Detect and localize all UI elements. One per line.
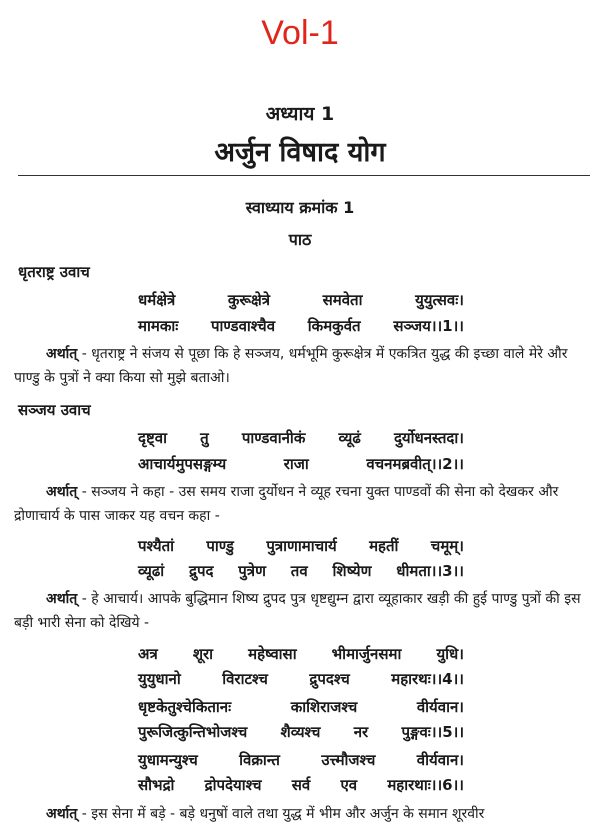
verse-word: पाण्डु <box>206 537 234 555</box>
verse-word: पुत्रेण <box>238 562 266 580</box>
verse-word: वचनमब्रवीत्।।2।। <box>366 455 464 473</box>
verse-word: नर <box>353 723 369 741</box>
verse-word: किमकुर्वत <box>307 317 361 335</box>
verse-word: काशिराजश्च <box>290 698 358 716</box>
verse-word: विक्रान्त <box>239 751 280 769</box>
chapter-title: अर्जुन विषाद योग <box>214 137 386 168</box>
verse-word: द्रुपद <box>189 562 214 580</box>
verse-line <box>138 316 464 336</box>
verse-word: सञ्जय।।1।। <box>393 317 464 335</box>
speaker-dhritarashtra: धृतराष्ट्र उवाच <box>18 263 90 281</box>
verse-word: युयुधानो <box>138 670 181 688</box>
meaning-paragraph <box>14 342 586 390</box>
verse-word: दृष्ट्वा <box>138 429 167 447</box>
verse-word: महारथाः।।6।। <box>387 776 464 794</box>
meaning-label: अर्थात् <box>46 346 78 362</box>
verse-word: द्रोपदेयाश्च <box>204 776 262 794</box>
verse-line <box>138 669 464 689</box>
chapter-number: अध्याय 1 <box>265 103 335 125</box>
verse-word: वीर्यवान। <box>416 698 464 716</box>
meaning-label: अर्थात् <box>46 484 78 500</box>
verse-word: युधामन्युश्च <box>138 751 198 769</box>
verse-word: शिष्येण <box>332 562 372 580</box>
verse-word: महारथः।।4।। <box>391 670 464 688</box>
verse-word: आचार्यमुपसङ्गम्य <box>138 455 227 473</box>
verse-line <box>138 290 464 310</box>
meaning-label: अर्थात् <box>46 591 78 607</box>
verse-word: पुङ्गवः।।5।। <box>401 723 464 741</box>
meaning-text: - हे आचार्य। आपके बुद्धिमान शिष्य द्रुपद पुत्र धृष्टद्युम्न द्वारा व्यूहाकार खड़ी की हुई पाण्डु पुत्रों की इस बड़ी भारी सेना को देखिये - <box>14 591 581 631</box>
verse-word: एव <box>340 776 358 794</box>
verse-line <box>138 454 464 474</box>
verse-word: महेष्वासा <box>248 645 297 663</box>
verse-word: समवेता <box>322 291 363 309</box>
verse-line <box>138 536 464 556</box>
verse-word: पुरूजित्कुन्तिभोजश्च <box>138 723 248 741</box>
verse-line <box>138 722 464 742</box>
volume-label: Vol-1 <box>261 14 339 52</box>
verse-word: पाण्डवाश्चैव <box>211 317 276 335</box>
meaning-text: - इस सेना में बड़े - बड़े धनुषों वाले तथा युद्ध में भीम और अर्जुन के समान शूरवीर <box>77 806 485 822</box>
verse-word: भीमार्जुनसमा <box>331 645 402 663</box>
verse-line <box>138 697 464 717</box>
verse-word: द्रुपदश्च <box>309 670 350 688</box>
verse-word: व्यूढां <box>138 562 165 580</box>
verse-word: उत्त्मौजश्च <box>321 751 376 769</box>
verse-line <box>138 750 464 770</box>
lesson-label: स्वाध्याय क्रमांक 1 <box>245 198 355 217</box>
verse-word: महतीं <box>369 537 399 555</box>
verse-word: चमूम्। <box>430 537 464 555</box>
verse-word: दुर्योधनस्तदा। <box>393 429 464 447</box>
verse-word: धृष्टकेतुश्चेकितानः <box>138 698 232 716</box>
verse-word: व्यूढं <box>338 429 361 447</box>
verse-word: तव <box>290 562 308 580</box>
verse-word: पुत्राणामाचार्य <box>266 537 337 555</box>
verse-word: शूरा <box>192 645 214 663</box>
verse-word: विराटश्च <box>222 670 268 688</box>
meaning-paragraph <box>14 587 586 635</box>
verse-word: सौभद्रो <box>138 776 175 794</box>
verse-word: पाण्डवानीकं <box>241 429 306 447</box>
meaning-label: अर्थात् <box>46 806 78 822</box>
verse-word: सर्व <box>291 776 311 794</box>
verse-word: तु <box>200 429 209 447</box>
title-divider <box>18 175 590 176</box>
meaning-paragraph <box>14 480 586 528</box>
verse-word: पश्यैतां <box>138 537 175 555</box>
verse-word: धर्मक्षेत्रे <box>138 291 176 309</box>
meaning-text: - धृतराष्ट्र ने संजय से पूछा कि हे सञ्जय, धर्मभूमि कुरूक्षेत्र में एकत्रित युद्ध की इच्छा वाले मेरे और पाण्डु के पुत्रों ने क्या किया सो मुझे बताओ। <box>14 346 568 386</box>
verse-word: मामकाः <box>138 317 179 335</box>
verse-word: कुरूक्षेत्रे <box>227 291 271 309</box>
verse-word: युयुत्सवः। <box>415 291 464 309</box>
verse-word: अत्र <box>138 645 158 663</box>
verse-word: वीर्यवान। <box>416 751 464 769</box>
verse-word: राजा <box>283 455 309 473</box>
meaning-text: - सञ्जय ने कहा - उस समय राजा दुर्योधन ने व्यूह रचना युक्त पाण्डवों की सेना को देखकर और द्रोणाचार्य के पास जाकर यह वचन कहा - <box>14 484 559 524</box>
meaning-paragraph <box>14 802 586 826</box>
verse-word: युधि। <box>436 645 464 663</box>
verse-line <box>138 428 464 448</box>
verse-line <box>138 644 464 664</box>
verse-line <box>138 775 464 795</box>
verse-line <box>138 561 464 581</box>
speaker-sanjay: सञ्जय उवाच <box>18 401 91 419</box>
verse-word: धीमता।।3।। <box>396 562 464 580</box>
verse-word: शैव्यश्च <box>280 723 321 741</box>
lesson-sub: पाठ <box>288 230 312 249</box>
